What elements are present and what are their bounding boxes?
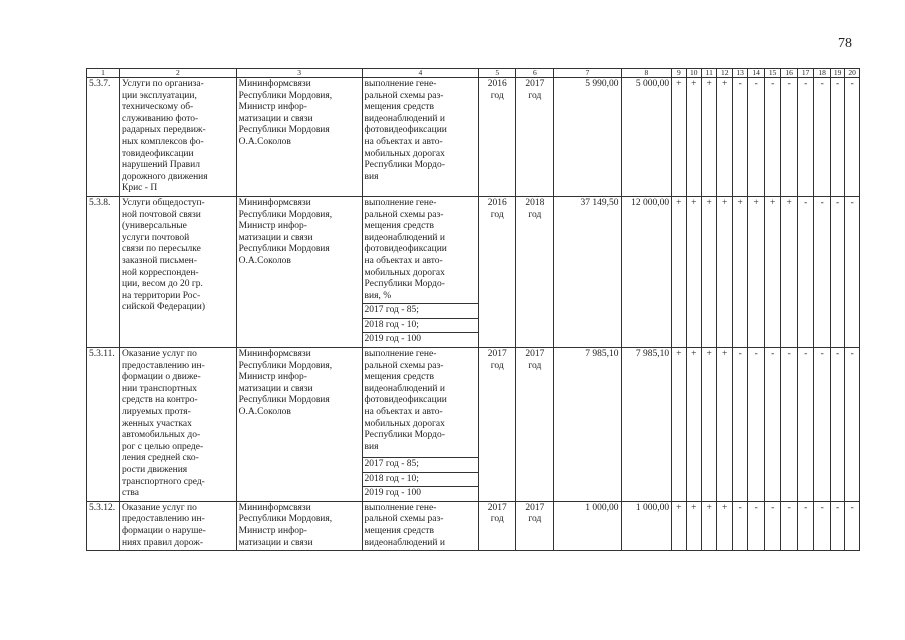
executor: Мининформсвязи Республики Мордовия, Министр инфор- матизации и связи Республики Мордовия О.А.Соколов: [236, 348, 362, 502]
flag-cell: -: [797, 196, 814, 347]
flag-cell: -: [748, 501, 765, 550]
flag-cell: -: [814, 78, 831, 197]
flag-cell: -: [830, 78, 844, 197]
flag-cell: -: [830, 196, 844, 347]
flag-cell: +: [702, 348, 717, 502]
table-row: [87, 196, 860, 303]
start-year: 2017 год: [479, 348, 516, 502]
indicator-value: 2018 год - 10;: [362, 318, 479, 333]
amount-total: 1 000,00: [554, 501, 621, 550]
flag-cell: +: [672, 348, 686, 502]
column-number: 4: [362, 69, 479, 78]
flag-cell: -: [830, 501, 844, 550]
column-number: 10: [686, 69, 701, 78]
target-indicator: выполнение гене- ральной схемы раз- мещения средств видеонаблюдений и: [362, 501, 479, 550]
flag-cell: -: [764, 78, 781, 197]
column-number: 3: [236, 69, 362, 78]
flag-cell: +: [732, 196, 747, 347]
column-number: 17: [797, 69, 814, 78]
flag-cell: -: [732, 78, 747, 197]
flag-cell: +: [686, 78, 701, 197]
flag-cell: -: [830, 348, 844, 502]
flag-cell: +: [672, 196, 686, 347]
start-year: 2016 год: [479, 196, 516, 347]
flag-cell: -: [764, 501, 781, 550]
flag-cell: -: [845, 196, 860, 347]
amount-total: 5 990,00: [554, 78, 621, 197]
flag-cell: -: [732, 501, 747, 550]
amount-year: 12 000,00: [621, 196, 672, 347]
flag-cell: -: [748, 78, 765, 197]
item-number: 5.3.11.: [87, 348, 120, 502]
service-description: Услуги общедоступ- ной почтовой связи (универсальные услуги почтовой связи по пересылке заказной письмен- ной корреспонден- ции, весом до 20 гр. на территории Рос- сийской Федерации): [120, 196, 237, 347]
service-description: Оказание услуг по предоставлению ин- формации о наруше- ниях правил дорож-: [120, 501, 237, 550]
flag-cell: -: [797, 501, 814, 550]
column-number: 18: [814, 69, 831, 78]
flag-cell: +: [717, 78, 732, 197]
table-row: [87, 501, 860, 550]
target-indicator: выполнение гене- ральной схемы раз- мещения средств видеонаблюдений и фотовидеофиксации на объектах и авто- мобильных дорогах Республики Мордо- вия: [362, 348, 479, 458]
column-number: 6: [516, 69, 554, 78]
target-indicator: выполнение гене- ральной схемы раз- мещения средств видеонаблюдений и фотовидеофиксации на объектах и авто- мобильных дорогах Республики Мордо- вия, %: [362, 196, 479, 303]
flag-cell: +: [748, 196, 765, 347]
flag-cell: +: [702, 78, 717, 197]
executor: Мининформсвязи Республики Мордовия, Министр инфор- матизации и связи: [236, 501, 362, 550]
amount-year: 5 000,00: [621, 78, 672, 197]
flag-cell: +: [717, 348, 732, 502]
column-number: 16: [781, 69, 798, 78]
column-number: 7: [554, 69, 621, 78]
indicator-value: 2019 год - 100: [362, 487, 479, 502]
end-year: 2018 год: [516, 196, 554, 347]
indicator-value: 2017 год - 85;: [362, 458, 479, 473]
flag-cell: +: [686, 501, 701, 550]
flag-cell: -: [781, 348, 798, 502]
amount-year: 7 985,10: [621, 348, 672, 502]
target-indicator: выполнение гене- ральной схемы раз- мещения средств видеонаблюдений и фотовидеофиксации на объектах и авто- мобильных дорогах Республики Мордо- вия: [362, 78, 479, 197]
column-number: 2: [120, 69, 237, 78]
flag-cell: +: [702, 196, 717, 347]
amount-year: 1 000,00: [621, 501, 672, 550]
end-year: 2017 год: [516, 348, 554, 502]
start-year: 2017 год: [479, 501, 516, 550]
start-year: 2016 год: [479, 78, 516, 197]
end-year: 2017 год: [516, 501, 554, 550]
flag-cell: -: [797, 78, 814, 197]
column-number: 13: [732, 69, 747, 78]
flag-cell: -: [845, 78, 860, 197]
item-number: 5.3.8.: [87, 196, 120, 347]
flag-cell: -: [845, 501, 860, 550]
flag-cell: -: [781, 78, 798, 197]
column-number: 11: [702, 69, 717, 78]
indicator-value: 2019 год - 100: [362, 333, 479, 348]
table-row: [87, 78, 860, 197]
flag-cell: +: [672, 78, 686, 197]
column-number: 5: [479, 69, 516, 78]
flag-cell: +: [686, 348, 701, 502]
measures-table: [86, 68, 860, 551]
flag-cell: -: [814, 348, 831, 502]
page-number: 78: [838, 36, 852, 51]
column-number: 15: [764, 69, 781, 78]
column-number: 9: [672, 69, 686, 78]
column-number: 1: [87, 69, 120, 78]
flag-cell: +: [781, 196, 798, 347]
flag-cell: +: [717, 501, 732, 550]
end-year: 2017 год: [516, 78, 554, 197]
executor: Мининформсвязи Республики Мордовия, Министр инфор- матизации и связи Республики Мордовия О.А.Соколов: [236, 78, 362, 197]
header-row: [87, 69, 860, 78]
table-row: [87, 348, 860, 458]
flag-cell: -: [764, 348, 781, 502]
indicator-value: 2017 год - 85;: [362, 304, 479, 319]
flag-cell: -: [845, 348, 860, 502]
flag-cell: +: [686, 196, 701, 347]
amount-total: 37 149,50: [554, 196, 621, 347]
flag-cell: -: [781, 501, 798, 550]
flag-cell: -: [797, 348, 814, 502]
flag-cell: +: [702, 501, 717, 550]
executor: Мининформсвязи Республики Мордовия, Министр инфор- матизации и связи Республики Мордовия О.А.Соколов: [236, 196, 362, 347]
column-number: 12: [717, 69, 732, 78]
item-number: 5.3.12.: [87, 501, 120, 550]
indicator-value: 2018 год - 10;: [362, 472, 479, 487]
column-number: 14: [748, 69, 765, 78]
service-description: Оказание услуг по предоставлению ин- формации о движе- нии транспортных средств на контро- лируемых протя- женных участках автомобильных до- рог с целью опреде- ления средней ско- рости движения транспортного сред- ства: [120, 348, 237, 502]
column-number: 19: [830, 69, 844, 78]
column-number: 20: [845, 69, 860, 78]
flag-cell: -: [814, 501, 831, 550]
flag-cell: +: [717, 196, 732, 347]
flag-cell: +: [764, 196, 781, 347]
item-number: 5.3.7.: [87, 78, 120, 197]
amount-total: 7 985,10: [554, 348, 621, 502]
flag-cell: -: [748, 348, 765, 502]
flag-cell: -: [732, 348, 747, 502]
service-description: Услуги по организа- ции эксплуатации, техническому об- служиванию фото- радарных передвиж- ных комплексов фо- товидеофиксации нарушений Правил дорожного движения Крис - П: [120, 78, 237, 197]
flag-cell: -: [814, 196, 831, 347]
column-number: 8: [621, 69, 672, 78]
flag-cell: +: [672, 501, 686, 550]
